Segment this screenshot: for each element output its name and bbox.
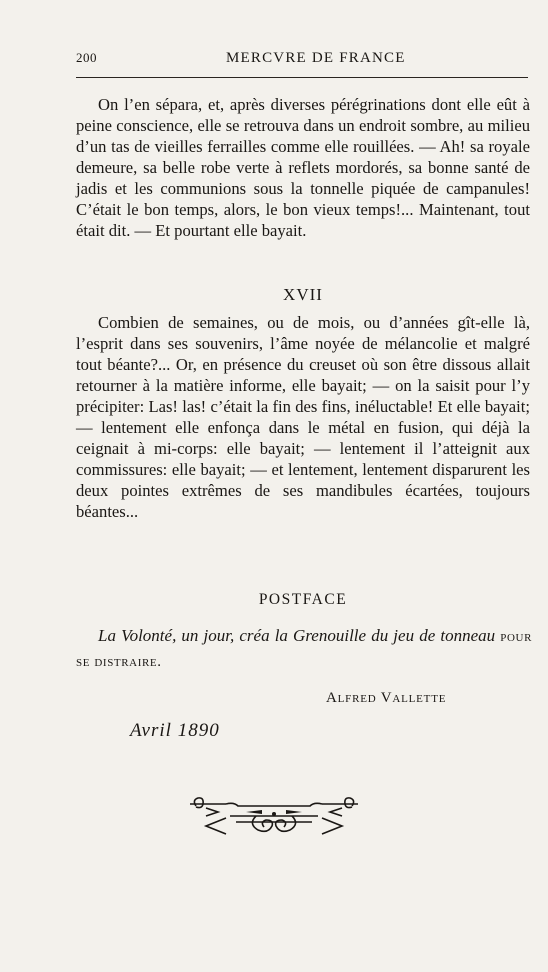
header-rule <box>76 77 528 78</box>
page-number: 200 <box>76 50 97 65</box>
running-title: MERCVRE DE FRANCE <box>226 50 406 66</box>
section-heading: XVII <box>283 285 323 304</box>
paragraph-1 <box>76 94 530 241</box>
postface-italic-text: La Volonté, un jour, créa la Grenouille du jeu de tonneau <box>98 626 496 645</box>
paragraph-1-text: On l’en sépara, et, après diverses pérégrinations dont elle eût à peine conscience, elle se retrouva dans un endroit sombre, au milieu d’un tas de vieilles ferrailles comme elle rouillées. — Ah! sa royale demeure, sa belle robe verte à reflets mordorés, sa bonne santé de jadis et les communions sous la tonnelle piquée de campanules! C’était le bon temps, alors, le bon vieux temps!... Maintenant, tout était dit. — Et pourtant elle bayait. <box>76 95 530 240</box>
paragraph-2-text: Combien de semaines, ou de mois, ou d’années gît-elle là, l’esprit dans ses souvenirs, l’âme noyée de mélancolie et malgré tout béante?... Or, en présence du creuset où son être dissous allait retourner à la matière informe, elle bayait; — on la saisit pour l’y précipiter: Las! las! c’était la fin des fins, inéluctable! Et elle bayait; — lentement elle enfonça dans le métal en fusion, qui déjà la ceignait à mi-corps: elle bayait; — lentement il l’atteignit aux commissures: elle bayait; — et lentement, lentement disparurent les deux pointes extrêmes de ses mandibules écartées, toujours béantes... <box>76 313 530 521</box>
page-header <box>76 50 528 72</box>
date-line: Avril 1890 <box>130 720 220 741</box>
postface-smallcaps-text: pour se distraire. <box>76 629 533 670</box>
scroll-ornament-icon <box>186 792 362 838</box>
postface-title: POSTFACE <box>258 591 348 608</box>
postface-text <box>76 624 532 674</box>
author-signature: Alfred Vallette <box>326 690 447 706</box>
paragraph-2 <box>76 312 530 522</box>
